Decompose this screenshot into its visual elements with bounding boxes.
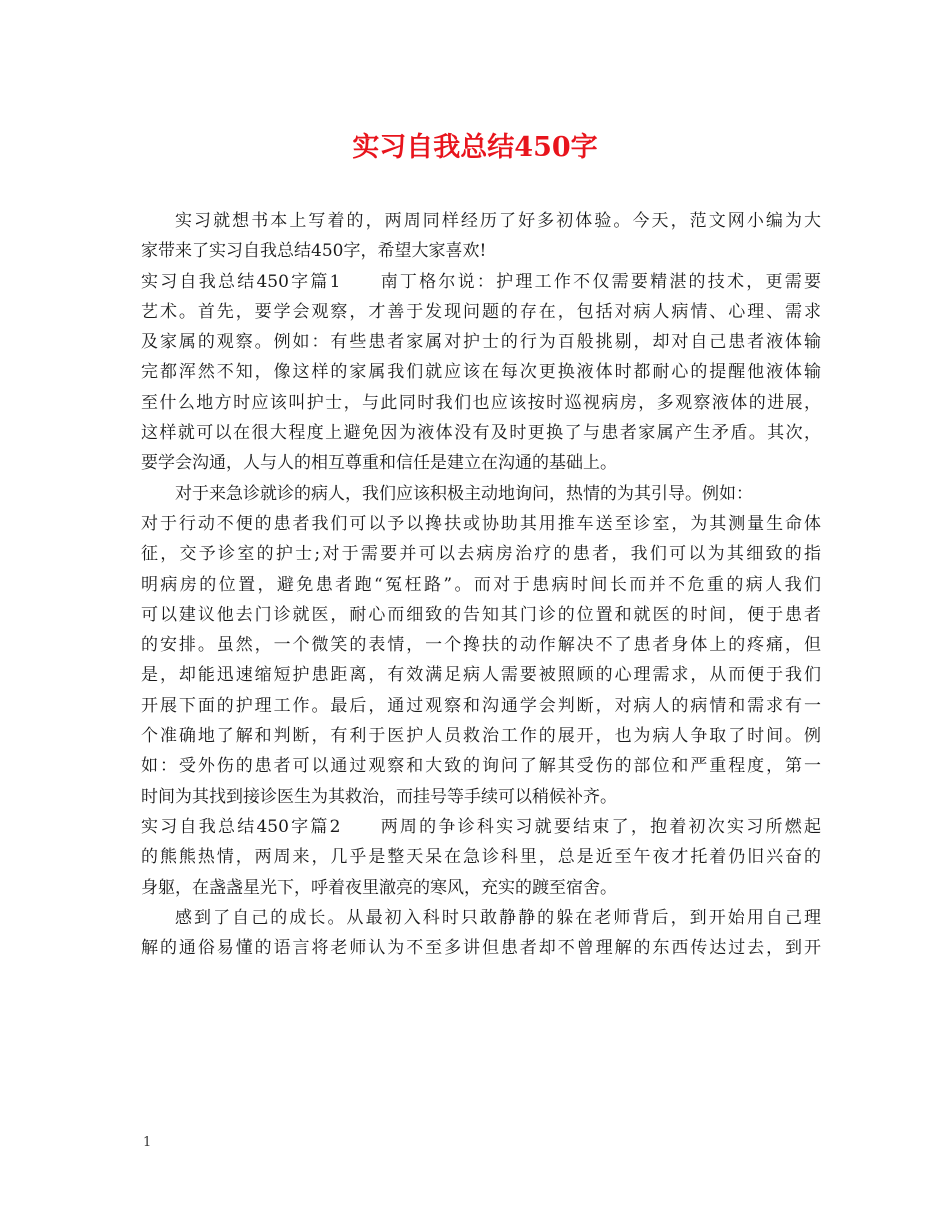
- text-line: 征，交予诊室的护士;对于需要并可以去病房治疗的患者，我们可以为其细致的指: [141, 544, 821, 565]
- text-line: 时间为其找到接诊医生为其救治，而挂号等手续可以稍候补齐。: [141, 786, 617, 807]
- text-line: 如：受外伤的患者可以通过观察和大致的询问了解其受伤的部位和严重程度，第一: [141, 756, 821, 777]
- text-line: 的安排。虽然，一个微笑的表情，一个搀扶的动作解决不了患者身体上的疼痛，但: [141, 635, 821, 656]
- text-line: 可以建议他去门诊就医，耐心而细致的告知其门诊的位置和就医的时间，便于患者: [141, 604, 821, 625]
- document-body: [141, 206, 821, 963]
- text-line: 明病房的位置，避免患者跑“冤枉路”。而对于患病时间长而并不危重的病人我们: [141, 574, 821, 595]
- section-heading-1: 实习自我总结450字篇1: [141, 271, 341, 292]
- text-line: 至什么地方时应该叫护士，与此同时我们也应该按时巡视病房，多观察液体的进展，: [141, 392, 821, 413]
- text-line: 感到了自己的成长。从最初入科时只敢静静的躲在老师背后，到开始用自己理: [175, 907, 821, 928]
- text-line: 完都浑然不知，像这样的家属我们就应该在每次更换液体时都耐心的提醒他液体输: [141, 362, 821, 383]
- text-line: 开展下面的护理工作。最后，通过观察和沟通学会判断，对病人的病情和需求有一: [141, 695, 821, 716]
- text-line: 解的通俗易懂的语言将老师认为不至多讲但患者却不曾理解的东西传达过去，到开: [141, 938, 821, 959]
- text-line: 及家属的观察。例如：有些患者家属对护士的行为百般挑剔，却对自己患者液体输: [141, 332, 821, 353]
- text-line: 要学会沟通，人与人的相互尊重和信任是建立在沟通的基础上。: [141, 453, 617, 474]
- text-line: 艺术。首先，要学会观察，才善于发现问题的存在，包括对病人病情、心理、需求: [141, 301, 821, 322]
- section-line: [141, 267, 821, 297]
- text-line: 个准确地了解和判断，有利于医护人员救治工作的展开，也为病人争取了时间。例: [141, 726, 821, 747]
- text-line: 对于来急诊就诊的病人，我们应该积极主动地询问，热情的为其引导。例如：: [175, 483, 753, 504]
- text-segment: 两周的争诊科实习就要结束了，抱着初次实习所燃起: [378, 816, 822, 837]
- text-segment: 南丁格尔说：护理工作不仅需要精湛的技术，更需要: [378, 271, 822, 292]
- document-title: 实习自我总结450字: [352, 132, 598, 163]
- text-line: 是，却能迅速缩短护患距离，有效满足病人需要被照顾的心理需求，从而便于我们: [141, 665, 821, 686]
- text-line: 身躯，在盏盏星光下，呼着夜里澈亮的寒风，充实的踱至宿舍。: [141, 877, 617, 898]
- section-line: [141, 812, 821, 842]
- text-line: 实习就想书本上写着的，两周同样经历了好多初体验。今天，范文网小编为大: [175, 211, 821, 231]
- page-number: 1: [143, 1135, 152, 1150]
- text-line: 对于行动不便的患者我们可以予以搀扶或协助其用推车送至诊室，为其测量生命体: [141, 513, 821, 534]
- text-line: 这样就可以在很大程度上避免因为液体没有及时更换了与患者家属产生矛盾。其次，: [141, 423, 821, 444]
- section-heading-2: 实习自我总结450字篇2: [141, 816, 341, 837]
- text-line: 家带来了实习自我总结450字，希望大家喜欢!: [141, 241, 487, 262]
- text-line: 的熊熊热情，两周来，几乎是整天呆在急诊科里，总是近至午夜才托着仍旧兴奋的: [141, 847, 821, 868]
